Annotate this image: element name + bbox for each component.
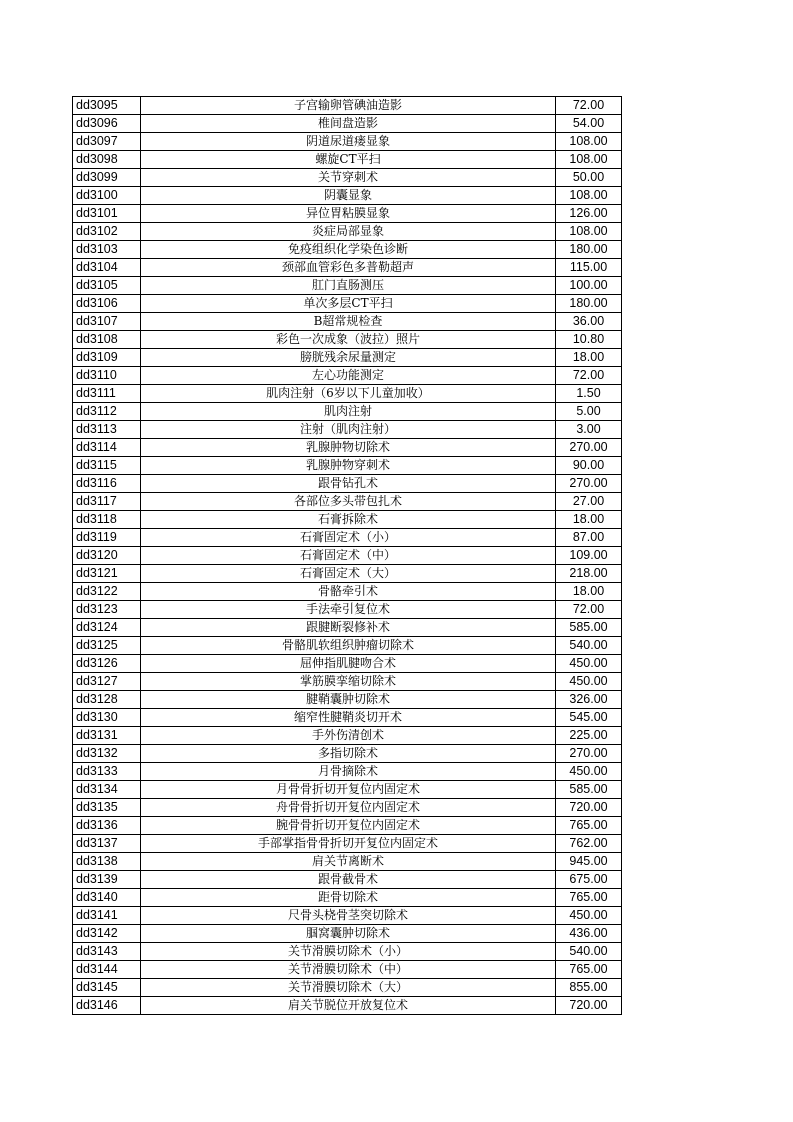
item-code-cell: dd3113 — [73, 421, 141, 439]
table-row — [73, 313, 622, 331]
item-price-cell: 450.00 — [556, 673, 622, 691]
item-price-cell: 585.00 — [556, 619, 622, 637]
table-row — [73, 763, 622, 781]
item-name-cell: 肌肉注射 — [141, 403, 556, 421]
item-price-cell: 3.00 — [556, 421, 622, 439]
item-name-cell: 关节穿刺术 — [141, 169, 556, 187]
item-name-cell: 关节滑膜切除术（大） — [141, 979, 556, 997]
item-price-cell: 108.00 — [556, 223, 622, 241]
item-name-cell: 月骨摘除术 — [141, 763, 556, 781]
item-price-cell: 270.00 — [556, 439, 622, 457]
item-name-cell: 肩关节脱位开放复位术 — [141, 997, 556, 1015]
item-code-cell: dd3123 — [73, 601, 141, 619]
item-price-cell: 765.00 — [556, 889, 622, 907]
item-name-cell: 颈部血管彩色多普勒超声 — [141, 259, 556, 277]
table-row — [73, 997, 622, 1015]
item-name-cell: 关节滑膜切除术（中） — [141, 961, 556, 979]
item-price-cell: 1.50 — [556, 385, 622, 403]
table-row — [73, 115, 622, 133]
item-code-cell: dd3117 — [73, 493, 141, 511]
item-price-cell: 540.00 — [556, 637, 622, 655]
table-row — [73, 277, 622, 295]
item-price-cell: 27.00 — [556, 493, 622, 511]
item-name-cell: 肩关节离断术 — [141, 853, 556, 871]
item-name-cell: 骨骼肌软组织肿瘤切除术 — [141, 637, 556, 655]
item-price-cell: 108.00 — [556, 187, 622, 205]
item-name-cell: 乳腺肿物穿刺术 — [141, 457, 556, 475]
table-row — [73, 511, 622, 529]
table-row — [73, 547, 622, 565]
table-row — [73, 925, 622, 943]
item-name-cell: 跟骨截骨术 — [141, 871, 556, 889]
price-table — [72, 96, 622, 1015]
table-row — [73, 223, 622, 241]
item-price-cell: 540.00 — [556, 943, 622, 961]
item-price-cell: 126.00 — [556, 205, 622, 223]
table-row — [73, 385, 622, 403]
table-row — [73, 619, 622, 637]
table-row — [73, 169, 622, 187]
table-row — [73, 367, 622, 385]
item-code-cell: dd3112 — [73, 403, 141, 421]
table-row — [73, 961, 622, 979]
item-price-cell: 545.00 — [556, 709, 622, 727]
table-row — [73, 709, 622, 727]
table-row — [73, 907, 622, 925]
table-row — [73, 817, 622, 835]
item-name-cell: 缩窄性腱鞘炎切开术 — [141, 709, 556, 727]
item-price-cell: 18.00 — [556, 583, 622, 601]
item-name-cell: 尺骨头桡骨茎突切除术 — [141, 907, 556, 925]
item-price-cell: 109.00 — [556, 547, 622, 565]
item-name-cell: 手法牵引复位术 — [141, 601, 556, 619]
item-name-cell: 注射（肌肉注射） — [141, 421, 556, 439]
item-code-cell: dd3111 — [73, 385, 141, 403]
table-row — [73, 331, 622, 349]
item-price-cell: 108.00 — [556, 133, 622, 151]
item-code-cell: dd3114 — [73, 439, 141, 457]
item-price-cell: 18.00 — [556, 349, 622, 367]
table-row — [73, 637, 622, 655]
item-name-cell: 骨骼牵引术 — [141, 583, 556, 601]
item-code-cell: dd3138 — [73, 853, 141, 871]
item-code-cell: dd3130 — [73, 709, 141, 727]
item-price-cell: 115.00 — [556, 259, 622, 277]
item-code-cell: dd3135 — [73, 799, 141, 817]
item-code-cell: dd3128 — [73, 691, 141, 709]
item-price-cell: 18.00 — [556, 511, 622, 529]
table-row — [73, 295, 622, 313]
item-code-cell: dd3099 — [73, 169, 141, 187]
item-price-cell: 450.00 — [556, 907, 622, 925]
item-price-cell: 90.00 — [556, 457, 622, 475]
item-name-cell: 石膏固定术（大） — [141, 565, 556, 583]
item-code-cell: dd3139 — [73, 871, 141, 889]
item-price-cell: 225.00 — [556, 727, 622, 745]
item-code-cell: dd3120 — [73, 547, 141, 565]
item-code-cell: dd3127 — [73, 673, 141, 691]
table-row — [73, 457, 622, 475]
item-code-cell: dd3126 — [73, 655, 141, 673]
item-code-cell: dd3122 — [73, 583, 141, 601]
item-price-cell: 87.00 — [556, 529, 622, 547]
table-row — [73, 745, 622, 763]
item-name-cell: 阴囊显象 — [141, 187, 556, 205]
table-row — [73, 979, 622, 997]
table-row — [73, 403, 622, 421]
table-row — [73, 691, 622, 709]
item-price-cell: 765.00 — [556, 817, 622, 835]
item-price-cell: 270.00 — [556, 745, 622, 763]
table-row — [73, 205, 622, 223]
table-row — [73, 655, 622, 673]
item-code-cell: dd3137 — [73, 835, 141, 853]
item-price-cell: 54.00 — [556, 115, 622, 133]
item-code-cell: dd3133 — [73, 763, 141, 781]
item-price-cell: 72.00 — [556, 367, 622, 385]
item-name-cell: 石膏拆除术 — [141, 511, 556, 529]
item-name-cell: 椎间盘造影 — [141, 115, 556, 133]
item-code-cell: dd3102 — [73, 223, 141, 241]
item-code-cell: dd3141 — [73, 907, 141, 925]
item-price-cell: 765.00 — [556, 961, 622, 979]
table-row — [73, 259, 622, 277]
item-price-cell: 36.00 — [556, 313, 622, 331]
item-code-cell: dd3105 — [73, 277, 141, 295]
item-name-cell: B超常规检查 — [141, 313, 556, 331]
item-price-cell: 762.00 — [556, 835, 622, 853]
item-price-cell: 436.00 — [556, 925, 622, 943]
item-name-cell: 单次多层CT平扫 — [141, 295, 556, 313]
table-row — [73, 781, 622, 799]
item-price-cell: 180.00 — [556, 241, 622, 259]
item-code-cell: dd3109 — [73, 349, 141, 367]
item-name-cell: 跟腱断裂修补术 — [141, 619, 556, 637]
item-price-cell: 720.00 — [556, 799, 622, 817]
item-code-cell: dd3132 — [73, 745, 141, 763]
item-price-cell: 5.00 — [556, 403, 622, 421]
item-name-cell: 异位胃粘膜显象 — [141, 205, 556, 223]
item-price-cell: 72.00 — [556, 601, 622, 619]
item-name-cell: 左心功能测定 — [141, 367, 556, 385]
item-code-cell: dd3107 — [73, 313, 141, 331]
item-name-cell: 多指切除术 — [141, 745, 556, 763]
item-code-cell: dd3140 — [73, 889, 141, 907]
table-row — [73, 673, 622, 691]
item-code-cell: dd3119 — [73, 529, 141, 547]
item-name-cell: 彩色一次成象（波拉）照片 — [141, 331, 556, 349]
item-code-cell: dd3098 — [73, 151, 141, 169]
item-price-cell: 50.00 — [556, 169, 622, 187]
table-row — [73, 835, 622, 853]
table-row — [73, 133, 622, 151]
item-price-cell: 450.00 — [556, 763, 622, 781]
item-price-cell: 108.00 — [556, 151, 622, 169]
item-name-cell: 关节滑膜切除术（小） — [141, 943, 556, 961]
item-name-cell: 膀胱残余尿量测定 — [141, 349, 556, 367]
item-name-cell: 距骨切除术 — [141, 889, 556, 907]
table-row — [73, 349, 622, 367]
item-code-cell: dd3131 — [73, 727, 141, 745]
item-price-cell: 855.00 — [556, 979, 622, 997]
item-code-cell: dd3144 — [73, 961, 141, 979]
item-code-cell: dd3145 — [73, 979, 141, 997]
item-name-cell: 腱鞘囊肿切除术 — [141, 691, 556, 709]
item-name-cell: 跟骨钻孔术 — [141, 475, 556, 493]
table-row — [73, 187, 622, 205]
item-name-cell: 免疫组织化学染色诊断 — [141, 241, 556, 259]
item-name-cell: 炎症局部显象 — [141, 223, 556, 241]
item-code-cell: dd3096 — [73, 115, 141, 133]
item-price-cell: 270.00 — [556, 475, 622, 493]
table-row — [73, 241, 622, 259]
item-price-cell: 100.00 — [556, 277, 622, 295]
table-row — [73, 889, 622, 907]
item-code-cell: dd3104 — [73, 259, 141, 277]
item-name-cell: 阴道尿道瘘显象 — [141, 133, 556, 151]
table-row — [73, 601, 622, 619]
item-code-cell: dd3115 — [73, 457, 141, 475]
item-price-cell: 945.00 — [556, 853, 622, 871]
table-row — [73, 421, 622, 439]
table-row — [73, 853, 622, 871]
item-name-cell: 肛门直肠测压 — [141, 277, 556, 295]
table-row — [73, 475, 622, 493]
item-name-cell: 各部位多头带包扎术 — [141, 493, 556, 511]
item-code-cell: dd3095 — [73, 97, 141, 115]
table-row — [73, 565, 622, 583]
item-name-cell: 乳腺肿物切除术 — [141, 439, 556, 457]
item-code-cell: dd3116 — [73, 475, 141, 493]
table-row — [73, 799, 622, 817]
item-name-cell: 肌肉注射（6岁以下儿童加收） — [141, 385, 556, 403]
table-row — [73, 871, 622, 889]
item-code-cell: dd3101 — [73, 205, 141, 223]
item-name-cell: 螺旋CT平扫 — [141, 151, 556, 169]
item-code-cell: dd3124 — [73, 619, 141, 637]
table-row — [73, 439, 622, 457]
item-price-cell: 218.00 — [556, 565, 622, 583]
item-price-cell: 180.00 — [556, 295, 622, 313]
item-code-cell: dd3146 — [73, 997, 141, 1015]
item-price-cell: 675.00 — [556, 871, 622, 889]
item-name-cell: 手外伤清创术 — [141, 727, 556, 745]
item-code-cell: dd3134 — [73, 781, 141, 799]
table-row — [73, 583, 622, 601]
item-name-cell: 月骨骨折切开复位内固定术 — [141, 781, 556, 799]
item-code-cell: dd3110 — [73, 367, 141, 385]
item-price-cell: 720.00 — [556, 997, 622, 1015]
item-price-cell: 450.00 — [556, 655, 622, 673]
item-name-cell: 腘窝囊肿切除术 — [141, 925, 556, 943]
item-code-cell: dd3118 — [73, 511, 141, 529]
item-name-cell: 石膏固定术（中） — [141, 547, 556, 565]
item-name-cell: 屈伸指肌腱吻合术 — [141, 655, 556, 673]
table-row — [73, 943, 622, 961]
item-code-cell: dd3143 — [73, 943, 141, 961]
table-row — [73, 493, 622, 511]
item-name-cell: 舟骨骨折切开复位内固定术 — [141, 799, 556, 817]
item-code-cell: dd3097 — [73, 133, 141, 151]
item-name-cell: 子宫输卵管碘油造影 — [141, 97, 556, 115]
item-code-cell: dd3121 — [73, 565, 141, 583]
table-row — [73, 151, 622, 169]
item-price-cell: 326.00 — [556, 691, 622, 709]
item-code-cell: dd3125 — [73, 637, 141, 655]
table-row — [73, 97, 622, 115]
item-code-cell: dd3100 — [73, 187, 141, 205]
item-price-cell: 72.00 — [556, 97, 622, 115]
item-price-cell: 585.00 — [556, 781, 622, 799]
item-name-cell: 手部掌指骨骨折切开复位内固定术 — [141, 835, 556, 853]
table-row — [73, 727, 622, 745]
table-row — [73, 529, 622, 547]
item-code-cell: dd3108 — [73, 331, 141, 349]
price-table-body — [73, 97, 622, 1015]
item-name-cell: 石膏固定术（小） — [141, 529, 556, 547]
item-code-cell: dd3103 — [73, 241, 141, 259]
item-code-cell: dd3106 — [73, 295, 141, 313]
item-name-cell: 腕骨骨折切开复位内固定术 — [141, 817, 556, 835]
item-code-cell: dd3136 — [73, 817, 141, 835]
item-code-cell: dd3142 — [73, 925, 141, 943]
item-price-cell: 10.80 — [556, 331, 622, 349]
item-name-cell: 掌筋膜挛缩切除术 — [141, 673, 556, 691]
